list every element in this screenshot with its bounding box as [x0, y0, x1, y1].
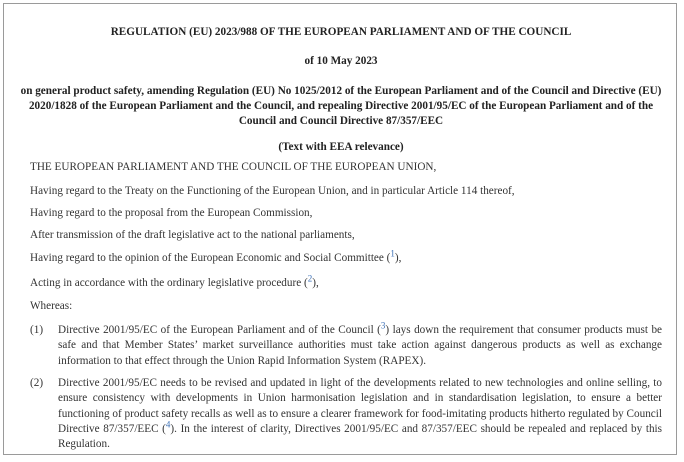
recital-text-after: ) lays down the requirement that consumer products must be safe and that Member States’ market surveillance authorities must take action against dangerous products as well as exchange information to that effect through the Union Rapid Information System (RAPEX).: [58, 324, 663, 367]
citation-committee: [30, 248, 402, 264]
whereas-label: Whereas:: [30, 300, 73, 312]
recital-text-before: Directive 2001/95/EC needs to be revised and updated in light of the developments related to new technologies and online selling, to ensure consistency with developments in Union harmonisation legislation and in standardisation legislation, to ensure a better functioning of product safety recalls as well as to ensure a clearer framework for food-imitating products hitherto regulated by Council Directive 87/357/EEC (: [58, 377, 662, 435]
citation-text-after: ),: [394, 252, 402, 264]
document-subject: on general product safety, amending Regulation (EU) No 1025/2012 of the European Parliament and of the Council and Directive (EU) 2020/1828 of the European Parliament and the Council, and repealing Directive 2001/95/EC of the European Parliament and of the Council and Council Directive 87/357/EEC: [20, 85, 662, 128]
recital-text-after: ). In the interest of clarity, Directives 2001/95/EC and 87/357/EEC should be repealed and replaced by this Regulation.: [58, 422, 662, 451]
citation-text: Acting in accordance with the ordinary legislative procedure (: [30, 277, 308, 289]
recital-text: [58, 320, 663, 369]
citation-text: Having regard to the opinion of the European Economic and Social Committee (: [30, 252, 391, 264]
footnote-link[interactable]: 3: [380, 320, 386, 331]
recital-number: (2): [30, 377, 44, 389]
citation-treaty: [30, 185, 515, 197]
preamble-intro: THE EUROPEAN PARLIAMENT AND THE COUNCIL OF THE EUROPEAN UNION,: [30, 161, 437, 173]
recital-number: (1): [30, 324, 44, 336]
citation-text: Having regard to the proposal from the European Commission,: [30, 207, 313, 219]
citation-text: After transmission of the draft legislative act to the national parliaments,: [30, 229, 355, 241]
citation-transmission: [30, 229, 355, 241]
footnote-link[interactable]: 1: [390, 248, 395, 259]
document-date: of 10 May 2023: [304, 55, 378, 67]
document-title: REGULATION (EU) 2023/988 OF THE EUROPEAN PARLIAMENT AND OF THE COUNCIL: [110, 26, 572, 38]
footnote-link[interactable]: 2: [307, 273, 313, 284]
recital-text-before: Directive 2001/95/EC of the European Parliament and of the Council (: [58, 324, 381, 336]
recital-2: [30, 376, 662, 452]
eea-relevance: (Text with EEA relevance): [278, 141, 404, 153]
citation-text-after: ),: [312, 277, 319, 289]
footnote-link[interactable]: 4: [165, 419, 171, 430]
citation-proposal: [30, 207, 312, 219]
recital-text: [58, 376, 662, 452]
recital-1: [30, 320, 663, 369]
citation-text: Having regard to the Treaty on the Functioning of the European Union, and in particular Article 114 thereof,: [30, 185, 515, 197]
citation-procedure: [30, 273, 319, 289]
document-frame: [3, 3, 677, 455]
